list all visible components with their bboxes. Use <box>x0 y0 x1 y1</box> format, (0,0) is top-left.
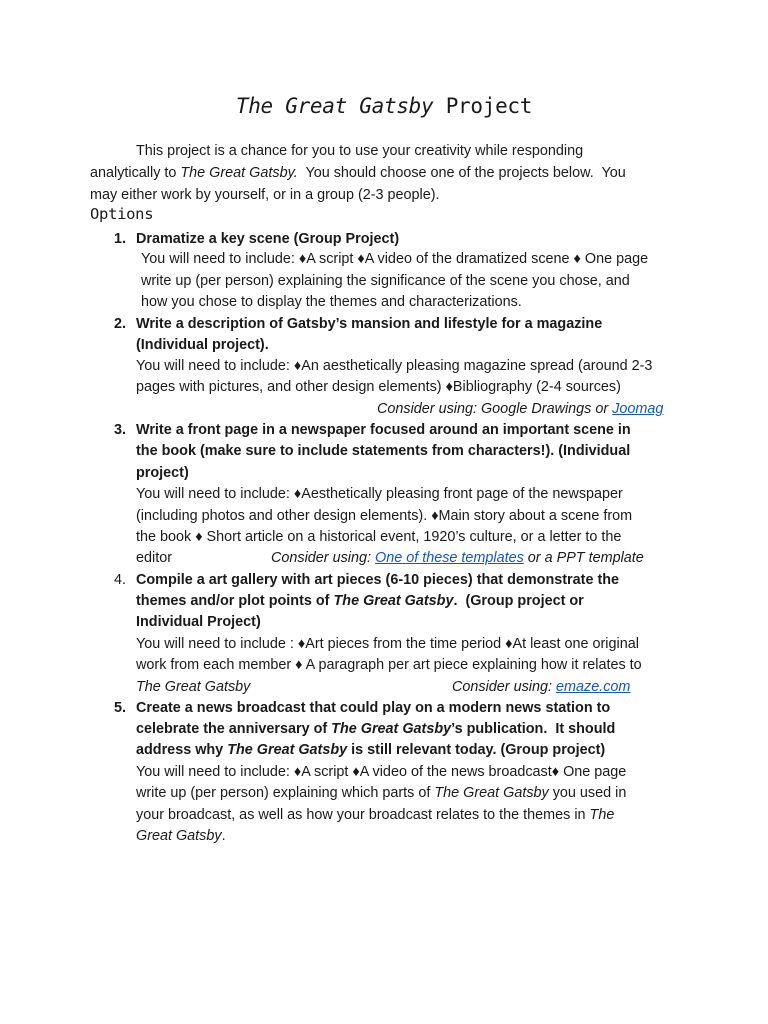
item-body-line: You will need to include: ♦An aesthetically pleasing magazine spread (around 2-3 <box>136 358 653 374</box>
item-heading: Write a front page in a newspaper focused around an important scene in <box>136 422 631 438</box>
item-body-line: You will need to include: ♦A script ♦A video of the dramatized scene ♦ One page <box>141 251 649 267</box>
item-heading <box>136 719 615 740</box>
heading-italic: The Great Gatsby <box>227 742 348 758</box>
item-body-line: You will need to include : ♦Art pieces from the time period ♦At least one original <box>136 636 639 652</box>
item-heading <box>136 740 605 761</box>
consider-text: Consider using: Google Drawings or <box>377 401 613 417</box>
body-italic: Great Gatsby <box>136 828 222 844</box>
body-text: you used in <box>548 785 627 801</box>
heading-text: celebrate the anniversary of <box>136 721 332 737</box>
body-italic: The <box>589 807 615 823</box>
intro-italic: The Great Gatsby. <box>180 165 298 181</box>
intro-text: analytically to <box>90 165 181 181</box>
intro-line: may either work by yourself, or in a group (2-3 people). <box>90 187 440 203</box>
item-body-line: You will need to include: ♦Aesthetically pleasing front page of the newspaper <box>136 486 623 502</box>
heading-italic: The Great Gatsby <box>333 593 454 609</box>
item-number: 1. <box>113 231 126 247</box>
item-body-line: how you chose to display the themes and characterizations. <box>141 294 522 310</box>
item-heading: the book (make sure to include statements from characters!). (Individual <box>136 443 631 459</box>
item-heading: Create a news broadcast that could play on a modern news station to <box>136 700 611 716</box>
consider-line <box>452 677 630 698</box>
item-number: 3. <box>113 422 126 438</box>
item-body-line <box>136 805 614 826</box>
heading-text: is still relevant today. (Group project) <box>347 742 606 758</box>
item-number: 5. <box>113 700 126 716</box>
heading-text: . (Group project or <box>453 593 584 609</box>
item-number: 2. <box>113 316 126 332</box>
heading-text: ’s publication. It should <box>451 721 616 737</box>
title-rest: Project <box>433 94 533 118</box>
options-heading: Options <box>90 205 154 223</box>
item-body-line: (including photos and other design elements). ♦Main story about a scene from <box>136 508 633 524</box>
item-body-line <box>136 783 626 804</box>
body-text: . <box>221 828 226 844</box>
item-heading: Compile a art gallery with art pieces (6-10 pieces) that demonstrate the <box>136 572 620 588</box>
item-body-line: pages with pictures, and other design elements) ♦Bibliography (2-4 sources) <box>136 379 621 395</box>
item-heading: project) <box>136 465 189 481</box>
item-body-line: the book ♦ Short article on a historical event, 1920’s culture, or a letter to the <box>136 529 622 545</box>
title-italic: The Great Gatsby <box>235 94 434 118</box>
consider-text: Consider using: <box>452 679 556 695</box>
templates-link[interactable]: One of these templates <box>375 550 524 566</box>
emaze-link[interactable]: emaze.com <box>556 679 631 695</box>
item-number: 4. <box>113 572 126 588</box>
item-body-line: work from each member ♦ A paragraph per art piece explaining how it relates to <box>136 657 642 673</box>
item-body-line <box>136 826 226 847</box>
heading-italic: The Great Gatsby <box>331 721 452 737</box>
joomag-link[interactable]: Joomag <box>612 401 664 417</box>
body-text: write up (per person) explaining which parts of <box>136 785 435 801</box>
consider-text: Consider using: <box>271 550 375 566</box>
intro-paragraph <box>90 140 690 206</box>
consider-text: or a PPT template <box>523 550 644 566</box>
consider-line <box>271 548 644 569</box>
page-title <box>0 94 768 118</box>
intro-line <box>90 162 690 184</box>
heading-text: themes and/or plot points of <box>136 593 334 609</box>
item-heading: (Individual project). <box>136 337 269 353</box>
item-body-line: write up (per person) explaining the significance of the scene you chose, and <box>141 273 630 289</box>
item-body-line: You will need to include: ♦A script ♦A video of the news broadcast♦ One page <box>136 764 627 780</box>
item-body-italic: The Great Gatsby <box>136 679 251 695</box>
intro-text: You should choose one of the projects below. You <box>297 165 626 181</box>
body-text: your broadcast, as well as how your broadcast relates to the themes in <box>136 807 590 823</box>
body-italic: The Great Gatsby <box>434 785 549 801</box>
consider-line <box>377 399 663 420</box>
intro-line: This project is a chance for you to use your creativity while responding <box>136 143 584 159</box>
heading-text: address why <box>136 742 228 758</box>
item-heading: Dramatize a key scene (Group Project) <box>136 231 400 247</box>
item-heading: Individual Project) <box>136 614 261 630</box>
item-heading <box>136 591 584 612</box>
item-body-line: editor <box>136 550 172 566</box>
item-heading: Write a description of Gatsby’s mansion and lifestyle for a magazine <box>136 316 603 332</box>
